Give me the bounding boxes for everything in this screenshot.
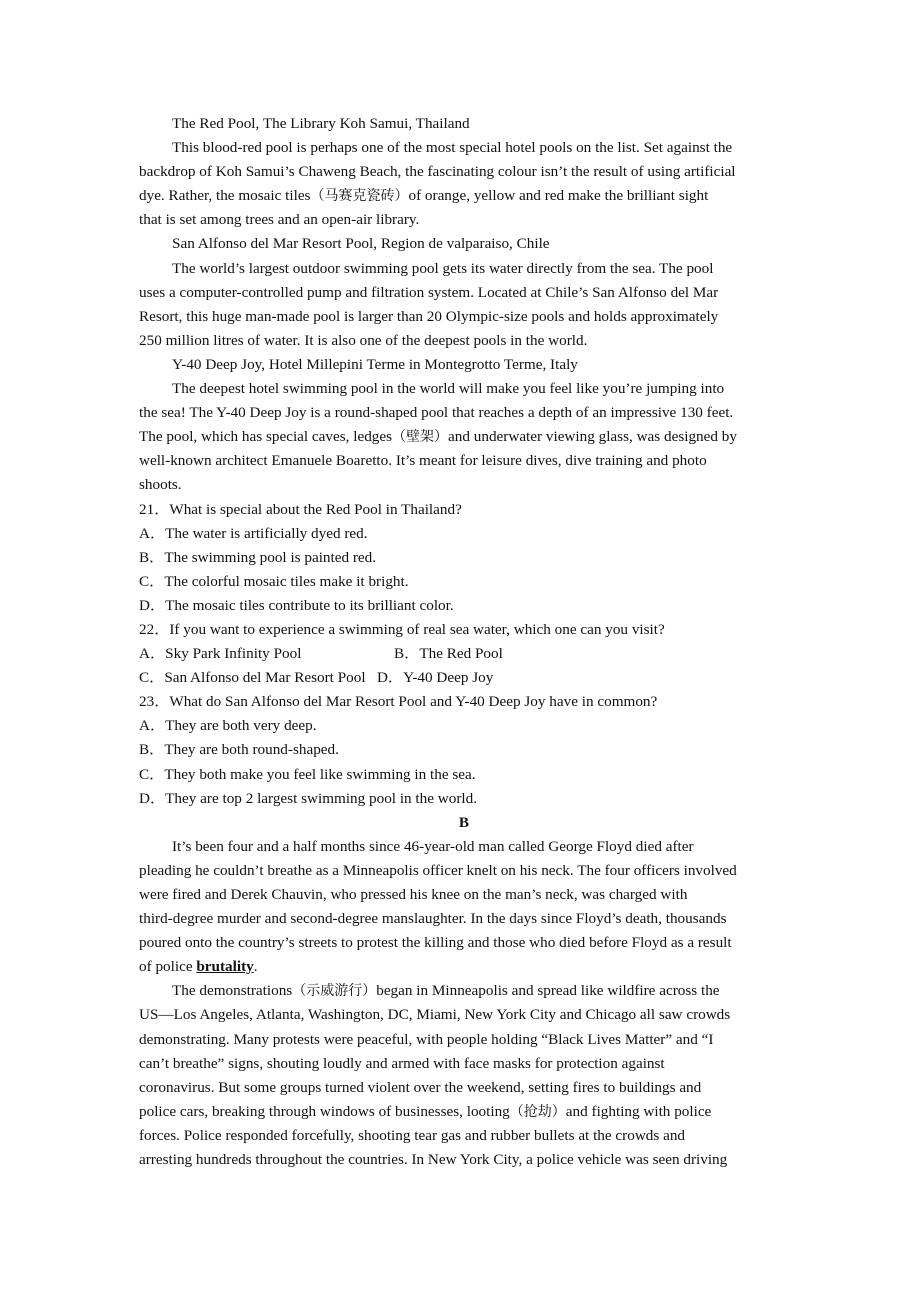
pool3-line: well-known architect Emanuele Boaretto. It’s meant for leisure dives, dive training and photo (139, 452, 707, 470)
pool3-line: shoots. (139, 476, 182, 494)
chinese-gloss: （壁架） (392, 429, 449, 446)
question-23-stem: 23．What do San Alfonso del Mar Resort Pool and Y-40 Deep Joy have in common? (139, 693, 658, 711)
pool2-line: uses a computer-controlled pump and filtration system. Located at Chile’s San Alfonso del Mar (139, 283, 719, 301)
passage-b-line: It’s been four and a half months since 46-year-old man called George Floyd died after (172, 837, 694, 855)
text-span: The demonstrations (172, 982, 293, 1000)
option-b: B．They are both round-shaped. (139, 741, 339, 759)
pool1-line: that is set among trees and an open-air library. (139, 211, 420, 229)
pool1-line: backdrop of Koh Samui’s Chaweng Beach, the fascinating colour isn’t the result of using artificial (139, 163, 736, 181)
text-span: began in Minneapolis and spread like wildfire across the (376, 982, 720, 1000)
option-d: D．They are top 2 largest swimming pool in the world. (139, 789, 478, 807)
text-span: dye. Rather, the mosaic tiles (139, 187, 311, 205)
option-c: C．The colorful mosaic tiles make it bright. (139, 572, 409, 590)
option-b: B．The swimming pool is painted red. (139, 548, 377, 566)
pool2-line: The world’s largest outdoor swimming pool gets its water directly from the sea. The pool (172, 259, 714, 277)
text-span: police cars, breaking through windows of businesses, looting (139, 1102, 510, 1120)
underlined-keyword: brutality (196, 958, 254, 976)
question-22-stem: 22．If you want to experience a swimming of real sea water, which one can you visit? (139, 620, 665, 638)
passage-b-line: US—Los Angeles, Atlanta, Washington, DC, Miami, New York City and Chicago all saw crowds (139, 1006, 731, 1024)
pool2-line: Resort, this huge man-made pool is larger than 20 Olympic-size pools and holds approximately (139, 307, 719, 325)
option-c: C．They both make you feel like swimming in the sea. (139, 765, 476, 783)
chinese-gloss: （示威游行） (292, 983, 377, 1000)
pool1-heading: The Red Pool, The Library Koh Samui, Thailand (172, 115, 470, 132)
chinese-gloss: （抢劫） (509, 1103, 566, 1120)
text-span: The pool, which has special caves, ledges (139, 428, 393, 446)
pool2-line: 250 million litres of water. It is also one of the deepest pools in the world. (139, 331, 588, 349)
passage-b-line: poured onto the country’s streets to protest the killing and those who died before Floyd as a result (139, 934, 732, 952)
pool3-line (139, 425, 789, 449)
option-d: D．Y-40 Deep Joy (376, 669, 494, 687)
passage-b-line (139, 1100, 789, 1124)
option-b: B．The Red Pool (394, 645, 503, 663)
option-d: D．The mosaic tiles contribute to its brilliant color. (139, 596, 454, 614)
options-row (139, 642, 789, 666)
option-a: A．They are both very deep. (139, 717, 317, 735)
document-content (139, 112, 789, 1172)
chinese-gloss: （马赛克瓷砖） (310, 188, 409, 205)
text-span: of police (139, 958, 193, 976)
pool1-line: This blood-red pool is perhaps one of the most special hotel pools on the list. Set against the (172, 139, 733, 157)
pool3-line: the sea! The Y-40 Deep Joy is a round-shaped pool that reaches a depth of an impressive 130 feet. (139, 404, 734, 422)
passage-b-line: can’t breathe” signs, shouting loudly and armed with face masks for protection against (139, 1054, 665, 1072)
passage-b-line: forces. Police responded forcefully, shooting tear gas and rubber bullets at the crowds and (139, 1126, 686, 1144)
passage-b-line (139, 955, 789, 979)
section-title: B (458, 813, 470, 831)
text-span: . (253, 958, 258, 976)
options-row (139, 666, 789, 690)
passage-b-line (139, 979, 789, 1003)
option-c: C．San Alfonso del Mar Resort Pool (139, 669, 366, 687)
pool3-line: The deepest hotel swimming pool in the world will make you feel like you’re jumping into (172, 380, 725, 398)
text-span: and fighting with police (565, 1102, 712, 1120)
pool3-heading: Y-40 Deep Joy, Hotel Millepini Terme in Montegrotto Terme, Italy (172, 355, 578, 373)
passage-b-line: demonstrating. Many protests were peaceful, with people holding “Black Lives Matter” and “I (139, 1030, 714, 1048)
question-21-stem: 21．What is special about the Red Pool in Thailand? (139, 500, 462, 518)
text-span: of orange, yellow and red make the brilliant sight (408, 187, 709, 205)
option-a: A．The water is artificially dyed red. (139, 524, 368, 542)
pool2-heading: San Alfonso del Mar Resort Pool, Region de valparaiso, Chile (172, 235, 550, 253)
passage-b-line: arresting hundreds throughout the countries. In New York City, a police vehicle was seen driving (139, 1151, 728, 1169)
passage-b-line: coronavirus. But some groups turned violent over the weekend, setting fires to buildings and (139, 1078, 702, 1096)
text-span: and underwater viewing glass, was designed by (448, 428, 737, 446)
passage-b-line: third-degree murder and second-degree manslaughter. In the days since Floyd’s death, thousands (139, 910, 727, 928)
option-a: A．Sky Park Infinity Pool (139, 645, 302, 663)
passage-b-line: were fired and Derek Chauvin, who pressed his knee on the man’s neck, was charged with (139, 886, 688, 903)
pool1-line (139, 184, 789, 208)
passage-b-line: pleading he couldn’t breathe as a Minneapolis officer knelt on his neck. The four officers involved (139, 861, 737, 879)
